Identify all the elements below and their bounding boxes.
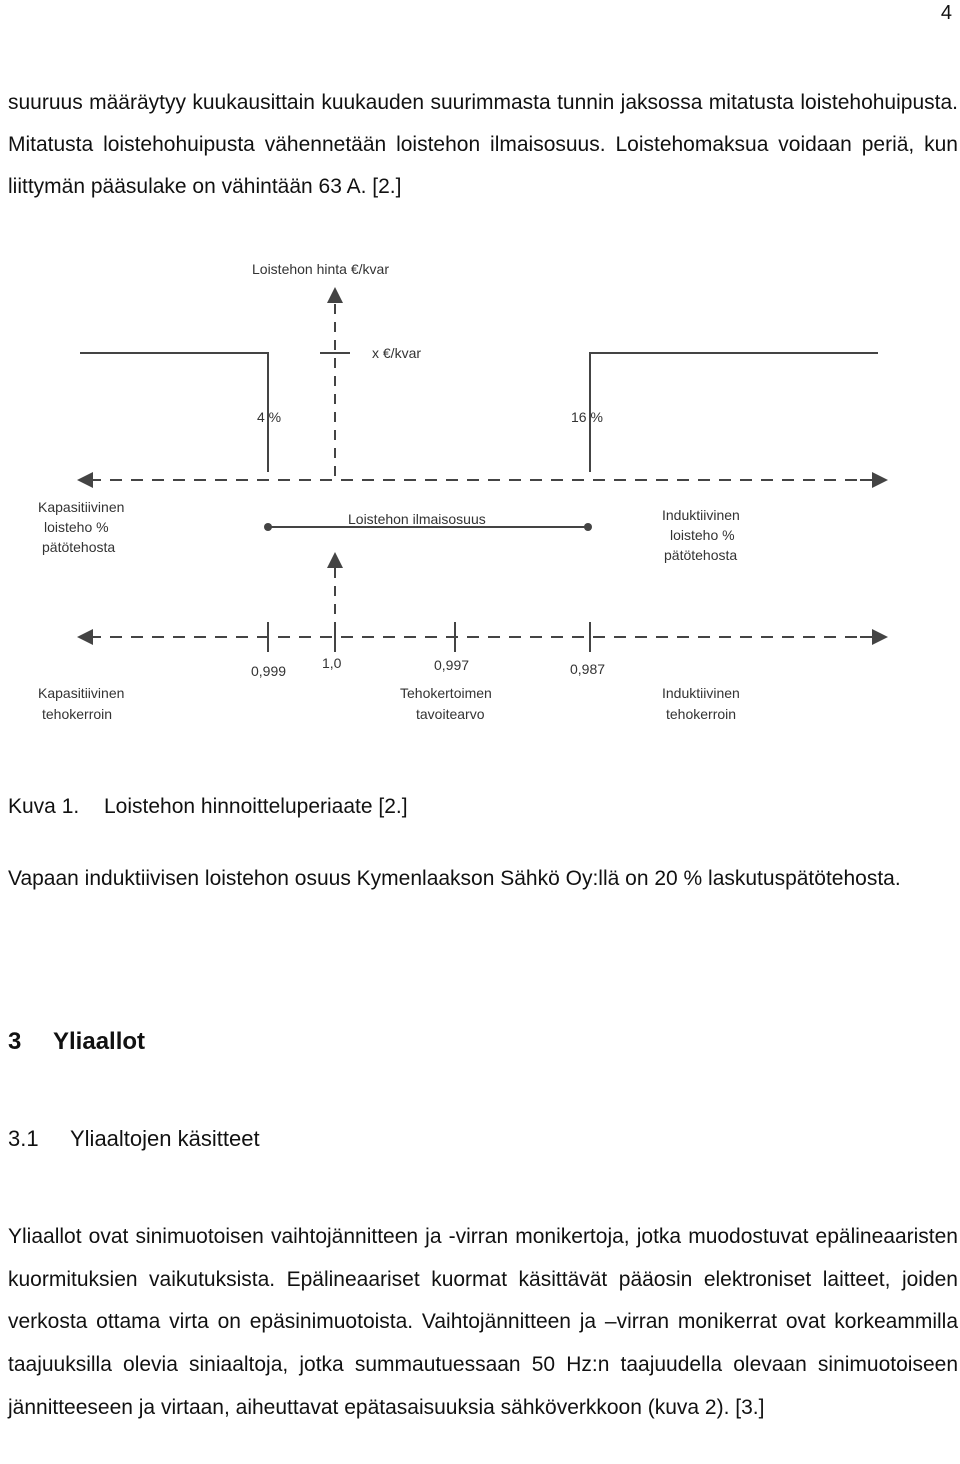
heading-1-number: 3	[8, 1028, 22, 1055]
pct-left-label: 4 %	[257, 409, 282, 425]
free-share-end	[584, 523, 592, 531]
left-bottom-label-1: Kapasitiivinen	[38, 685, 125, 701]
right-bottom-label-1: Induktiivinen	[662, 685, 740, 701]
left-top-label-2: loisteho %	[44, 519, 109, 535]
tick-label-0999: 0,999	[251, 663, 287, 679]
right-top-label-2: loisteho %	[670, 527, 735, 543]
figure-caption	[8, 795, 408, 819]
paragraph-free-share: Vapaan induktiivisen loistehon osuus Kymenlaakson Sähkö Oy:llä on 20 % laskutuspätötehosta.	[8, 867, 901, 890]
price-line-right	[590, 353, 878, 472]
left-bottom-label-2: tehokerroin	[42, 706, 113, 722]
y-axis-label: Loistehon hinta €/kvar	[252, 261, 389, 277]
right-bottom-label-2: tehokerroin	[666, 706, 737, 722]
tick-label-0997: 0,997	[434, 657, 470, 673]
heading-2-number: 3.1	[8, 1126, 39, 1151]
target-label-2: tavoitearvo	[416, 706, 485, 722]
left-top-label-1: Kapasitiivinen	[38, 499, 125, 515]
pct-right-label: 16 %	[571, 409, 603, 425]
intro-paragraph: suuruus määräytyy kuukausittain kuukauden suurimmasta tunnin jaksossa mitatusta loistehohuipusta. Mitatusta loistehohuipusta vähennetään loistehon ilmaisosuus. Loistehomaksua voidaan periä, kun liittymän pääsulake on vähintään 63 A. [2.]	[8, 91, 958, 198]
tick-label-0987: 0,987	[570, 661, 606, 677]
heading-yliaallot	[8, 1028, 145, 1056]
free-share-start	[264, 523, 272, 531]
pricing-diagram	[0, 240, 960, 740]
left-top-label-3: pätötehosta	[42, 539, 116, 555]
target-label-1: Tehokertoimen	[400, 685, 492, 701]
caption-label: Kuva 1.	[8, 795, 80, 818]
heading-yliaaltojen-kasitteet	[8, 1126, 260, 1152]
figure-reactive-power-pricing	[0, 240, 960, 740]
right-top-label-1: Induktiivinen	[662, 507, 740, 523]
heading-1-title: Yliaallot	[53, 1028, 146, 1055]
free-share-label: Loistehon ilmaisosuus	[348, 511, 486, 527]
price-label: x €/kvar	[372, 345, 422, 361]
caption-text: Loistehon hinnoitteluperiaate [2.]	[104, 795, 408, 818]
paragraph-harmonics: Yliaallot ovat sinimuotoisen vaihtojännitteen ja -virran monikertoja, jotka muodostuvat epälineaaristen kuormituksien vaikutuksista. Epälineaariset kuormat käsittävät pääosin elektroniset laitteet, joiden verkosta ottama virta on epäsinimuotoista. Vaihtojännitteen ja –virran monikerrat ovat korkeammilla taajuuksilla olevia siniaaltoja, jotka summautuessaan 50 Hz:n taajuudella olevaan sinimuotoiseen jännitteeseen ja virtaan, aiheuttavat epätasaisuuksia sähköverkkoon (kuva 2). [3.]	[8, 1225, 958, 1419]
right-top-label-3: pätötehosta	[664, 547, 738, 563]
price-line-left	[80, 353, 268, 472]
tick-label-10: 1,0	[322, 655, 342, 671]
page-number: 4	[940, 2, 952, 24]
heading-2-title: Yliaaltojen käsitteet	[70, 1126, 260, 1151]
